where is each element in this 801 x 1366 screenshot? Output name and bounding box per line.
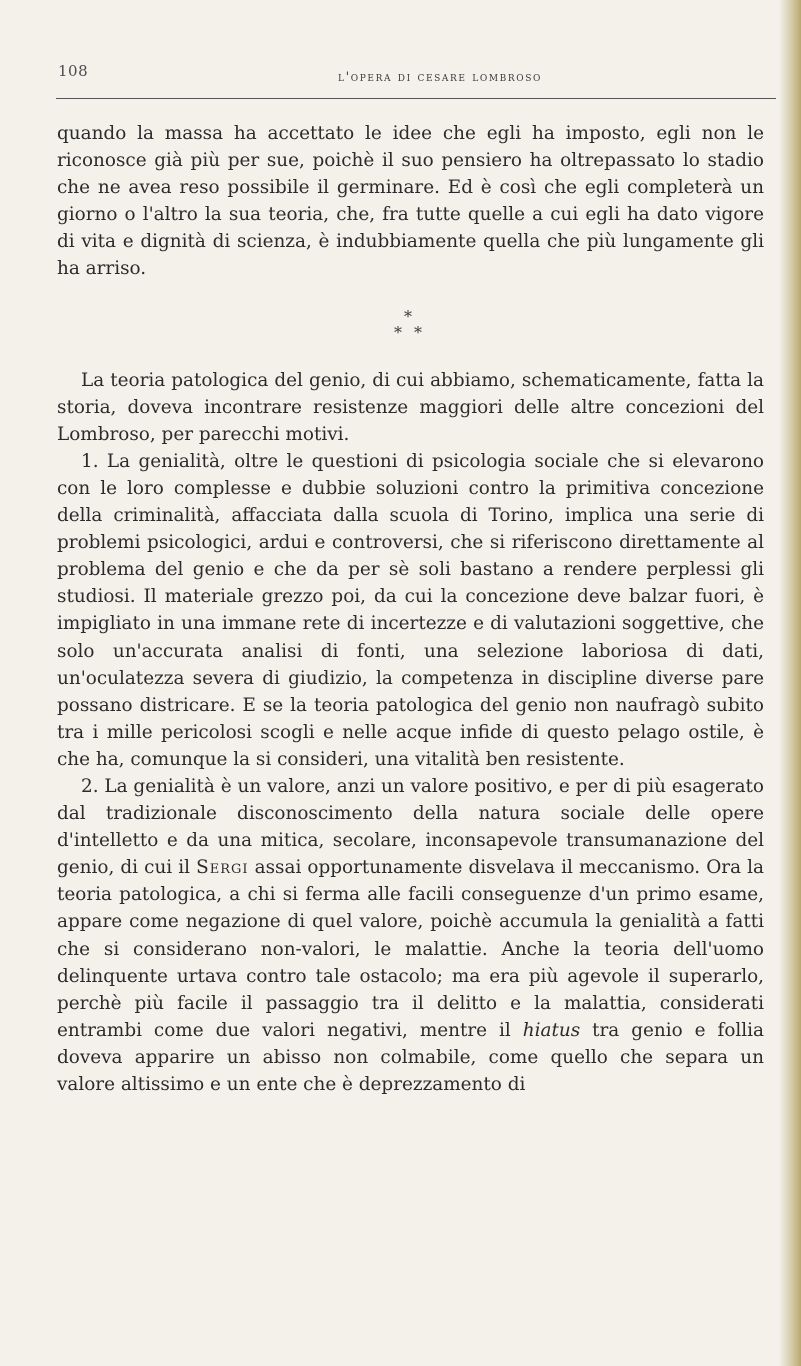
body-text [57,120,764,1098]
page-number: 108 [58,62,89,80]
paragraph-3: 1. La genialità, oltre le questioni di psicologia sociale che si elevarono con le loro complesse e dubbie soluzioni contro la primitiva concezione della criminalità, affacciata dalla scuola di Torino, implica una serie di problemi psicologici, ardui e controversi, che si riferiscono direttamente al problema del genio e che da per sè soli bastano a rendere perplessi gli studiosi. Il materiale grezzo poi, da cui la concezione deve balzar fuori, è impigliato in una immane rete di incertezze e di valutazioni soggettive, che solo un'accurata analisi di fonti, una selezione laboriosa di dati, un'oculatezza severa di giudizio, la competenza in discipline diverse pare possano districare. E se la teoria patologica del genio non naufragò subito tra i mille pericolosi scogli e nelle acque infide di questo pelago ostile, è che ha, comunque la si consideri, una vitalità ben resistente. [57,450,764,770]
author-name-sergi: Sergi [196,857,249,879]
paragraph-4-text-b: assai opportunamente disvelava il meccanismo. Ora la teoria patologica, a chi si ferma alle facili conseguenze d'un primo esame, appare come negazione di quel valore, poichè accumula la genialità a fatti che si considerano non-valori, le malattie. Anche la teoria dell'uomo delinquente urtava contro tale ostacolo; ma era più agevole il superarlo, perchè più facile il passaggio tra il delitto e la malattia, considerati entrambi come due valori negativi, mentre il [57,857,764,1041]
asterism-star-left: * [394,322,402,342]
paragraph-4-italic-term: hiatus [522,1019,581,1041]
asterism-star-top: * [404,306,412,326]
paragraph-4-text-a: 2. La genialità è un valore, anzi un valore positivo, e per di più esagerato dal tradizionale disconoscimento della natura sociale delle opere d'intelletto e da una mitica, secolare, inconsapevole transumanazione del genio, di cui il [57,775,764,879]
running-head: l'opera di cesare lombroso [338,70,542,85]
paragraph-4 [57,773,764,1098]
paragraph-1: quando la massa ha accettato le idee che egli ha imposto, egli non le riconosce già più per sue, poichè il suo pensiero ha oltrepassato lo stadio che ne avea reso possibile il germinare. Ed è così che egli completerà un giorno o l'altro la sua teoria, che, fra tutte quelle a cui egli ha dato vigore di vita e dignità di scienza, è indubbiamente quella che più lungamente gli ha arriso. [57,123,764,280]
paragraph-4-text-c: tra genio e follia doveva apparire un abisso non colmabile, come quello che separa un valore altissimo e un ente che è deprezzamento di [57,1019,765,1095]
section-asterism [57,295,764,355]
paragraph-2: La teoria patologica del genio, di cui abbiamo, schematicamente, fatta la storia, doveva incontrare resistenze maggiori delle altre concezioni del Lombroso, per parecchi motivi. [57,369,764,445]
header-rule [56,98,776,99]
page-edge-shadow [779,0,801,1366]
asterism-star-right: * [414,322,422,342]
